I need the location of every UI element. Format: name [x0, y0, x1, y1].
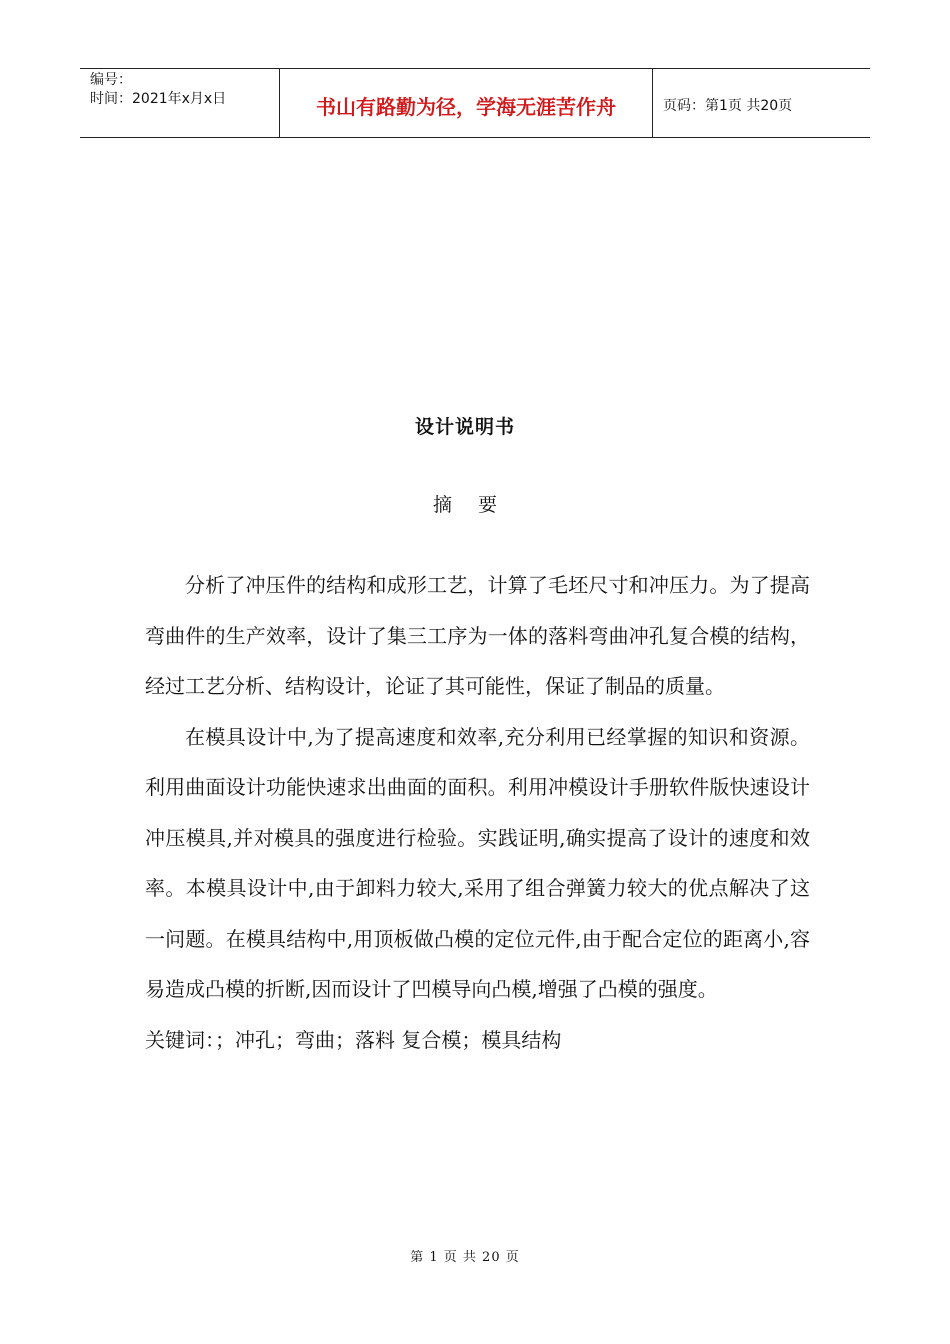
- document-title: 设计说明书: [414, 416, 515, 438]
- header-meta-cell: [80, 69, 280, 137]
- abstract-heading: 摘 要: [432, 494, 498, 516]
- date-label: 时间：2021年x月x日: [90, 91, 227, 107]
- keywords-line: 关键词：；冲孔；弯曲；落料 复合模；模具结构: [145, 1027, 562, 1052]
- serial-number-label: 编号：: [90, 72, 132, 88]
- header-motto: 书山有路勤为径，学海无涯苦作舟: [280, 69, 653, 137]
- page-header: [80, 68, 870, 138]
- page-footer: 第 1 页 共 20 页: [410, 1250, 520, 1265]
- abstract-body: [145, 560, 810, 1065]
- abstract-paragraph-1: 分析了冲压件的结构和成形工艺，计算了毛坯尺寸和冲压力。为了提高弯曲件的生产效率，设计了集三工序为一体的落料弯曲冲孔复合模的结构，经过工艺分析、结构设计，论证了其可能性，保证了制品的质量。: [145, 573, 810, 698]
- abstract-paragraph-2: 在模具设计中,为了提高速度和效率,充分利用已经掌握的知识和资源。利用曲面设计功能快速求出曲面的面积。利用冲模设计手册软件版快速设计冲压模具,并对模具的强度进行检验。实践证明,确实提高了设计的速度和效率。本模具设计中,由于卸料力较大,采用了组合弹簧力较大的优点解决了这一问题。在模具结构中,用顶板做凸模的定位元件,由于配合定位的距离小,容易造成凸模的折断,因而设计了凹模导向凸模,增强了凸模的强度。: [145, 724, 810, 1001]
- header-page-info: 页码：第1页 共20页: [663, 98, 793, 114]
